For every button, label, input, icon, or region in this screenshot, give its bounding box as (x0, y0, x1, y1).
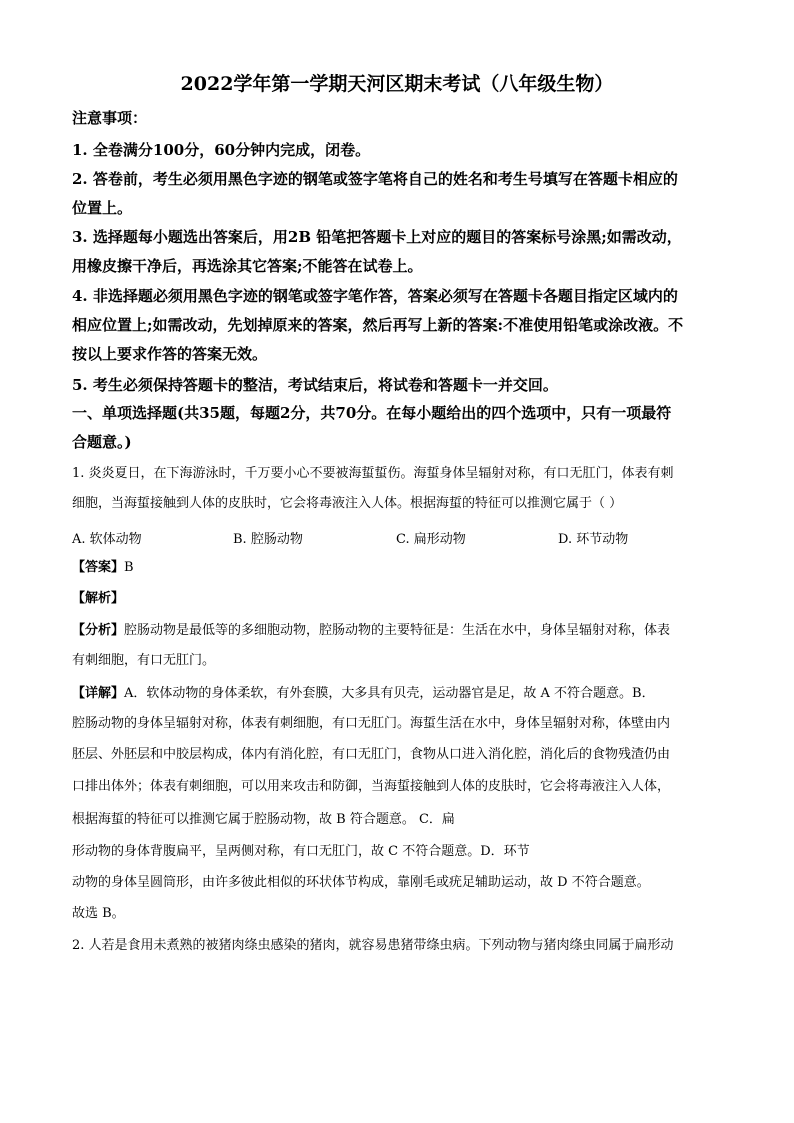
answer-label: 【答案】 (72, 560, 125, 575)
option-b: B. 腔肠动物 (233, 532, 303, 547)
detail-text: 形动物的身体背腹扁平，呈两侧对称，有口无肛门，故 C 不符合题意。D．环节 (72, 844, 530, 859)
detail-text: 动物的身体呈圆筒形，由许多彼此相似的环状体节构成，靠刚毛或疣足辅助运动，故 D 不符合题意。 (72, 875, 650, 890)
section-heading: 合题意。) (72, 433, 132, 451)
answer-value: B (124, 560, 134, 575)
notice-line: 2. 答卷前，考生必须用黑色字迹的钢笔或签字笔将自己的姓名和考生号填写在答题卡相应的 (72, 170, 678, 188)
notice-line: 4. 非选择题必须用黑色字迹的钢笔或签字笔作答，答案必须写在答题卡各题目指定区域内的 (72, 287, 678, 305)
fenxi-row (72, 624, 670, 637)
notice-heading: 注意事项： (72, 109, 148, 127)
option-d: D. 环节动物 (558, 532, 629, 547)
question-stem: 细胞，当海蜇接触到人体的皮肤时，它会将毒液注入人体。根据海蜇的特征可以推测它属于（ ） (72, 496, 623, 511)
analysis-row (72, 592, 124, 605)
detail-text: 胚层、外胚层和中胶层构成，体内有消化腔，有口无肛门，食物从口进入消化腔，消化后的食物残渣仍由 (72, 747, 671, 762)
fenxi-text: 有刺细胞，有口无肛门。 (72, 653, 216, 668)
notice-line: 相应位置上;如需改动，先划掉原来的答案，然后再写上新的答案:不准使用铅笔或涂改液。不 (72, 316, 684, 334)
detail-text: 故选 B。 (72, 906, 125, 921)
question-stem: 1. 炎炎夏日，在下海游泳时，千万要小心不要被海蜇蜇伤。海蜇身体呈辐射对称，有口无肛门，体表有刺 (72, 466, 674, 481)
answer-row (72, 561, 134, 574)
fenxi-text: 腔肠动物是最低等的多细胞动物，腔肠动物的主要特征是：生活在水中，身体呈辐射对称，体表 (124, 623, 671, 638)
detail-row (72, 687, 655, 700)
option-a: A. 软体动物 (72, 532, 142, 547)
section-heading: 一、单项选择题(共35题，每题2分，共70分。在每小题给出的四个选项中，只有一项最符 (72, 404, 672, 422)
detail-text: 腔肠动物的身体呈辐射对称，体表有刺细胞，有口无肛门。海蜇生活在水中，身体呈辐射对称，体壁由内 (72, 716, 671, 731)
notice-line: 1. 全卷满分100分，60分钟内完成，闭卷。 (72, 141, 371, 159)
page-title: 2022学年第一学期天河区期末考试（八年级生物） (180, 73, 614, 95)
notice-line: 3. 选择题每小题选出答案后，用2B 铅笔把答题卡上对应的题目的答案标号涂黑;如需改动， (72, 228, 682, 246)
notice-line: 5. 考生必须保持答题卡的整洁，考试结束后，将试卷和答题卡一并交回。 (72, 376, 558, 394)
detail-label: 【详解】 (72, 686, 125, 701)
fenxi-label: 【分析】 (72, 623, 125, 638)
option-c: C. 扁形动物 (396, 532, 466, 547)
notice-line: 用橡皮擦干净后，再选涂其它答案;不能答在试卷上。 (72, 257, 423, 275)
notice-line: 按以上要求作答的答案无效。 (72, 345, 268, 363)
detail-text: 口排出体外；体表有刺细胞，可以用来攻击和防御，当海蜇接触到人体的皮肤时，它会将毒液注入人体， (72, 779, 671, 794)
question-stem: 2. 人若是食用未煮熟的被猪肉绦虫感染的猪肉，就容易患猪带绦虫病。下列动物与猪肉绦虫同属于扁形动 (72, 938, 674, 953)
notice-line: 位置上。 (72, 199, 133, 217)
detail-text: 根据海蜇的特征可以推测它属于腔肠动物，故 B 符合题意。 C．扁 (72, 812, 455, 827)
analysis-label: 【解析】 (72, 591, 125, 606)
detail-text: A．软体动物的身体柔软，有外套膜，大多具有贝壳，运动器官是足，故 A 不符合题意。B． (124, 686, 655, 701)
